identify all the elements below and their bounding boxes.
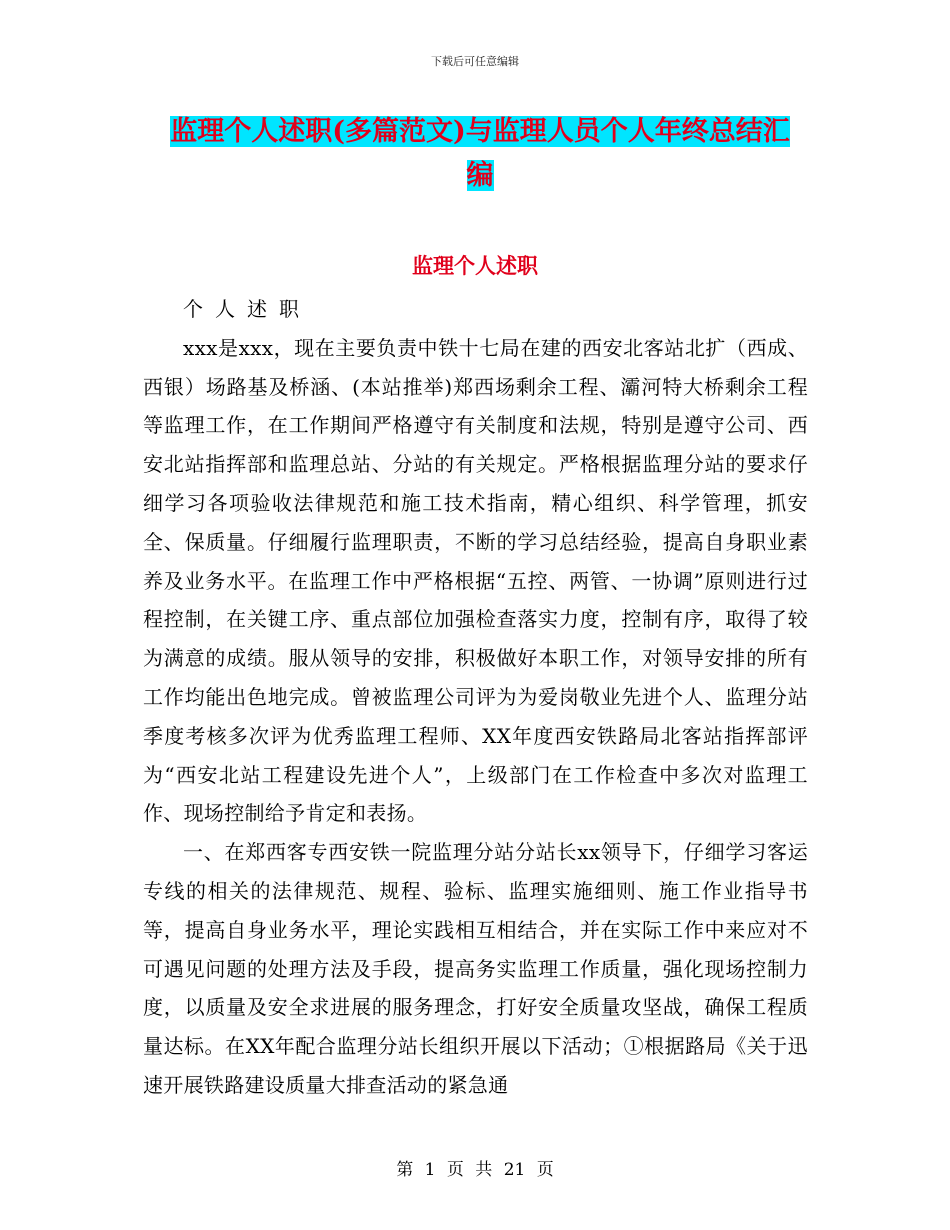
paragraph: 一、在郑西客专西安铁一院监理分站分站长xx领导下，仔细学习客运专线的相关的法律规范、规程、验标、监理实施细则、施工作业指导书等，提高自身业务水平，理论实践相互相结合，并在实际工作中来应对不可遇见问题的处理方法及手段，提高务实监理工作质量，强化现场控制力度，以质量及安全求进展的服务理念，打好安全质量攻坚战，确保工程质量达标。在XX年配合监理分站长组织开展以下活动；①根据路局《关于迅速开展铁路建设质量大排查活动的紧急通	[143, 840, 808, 1097]
document-title	[140, 110, 820, 198]
title-line-1: 监理个人述职(多篇范文)与监理人员个人年终总结汇	[170, 116, 790, 147]
section-heading: 监理个人述职	[412, 253, 538, 278]
document-body	[143, 290, 808, 1105]
title-line-2: 编	[466, 160, 494, 191]
paragraph: xxx是xxx，现在主要负责中铁十七局在建的西安北客站北扩（西成、西银）场路基及桥涵、(本站推举)郑西场剩余工程、灞河特大桥剩余工程等监理工作，在工作期间严格遵守有关制度和法规，特别是遵守公司、西安北站指挥部和监理总站、分站的有关规定。严格根据监理分站的要求仔细学习各项验收法律规范和施工技术指南，精心组织、科学管理，抓安全、保质量。仔细履行监理职责，不断的学习总结经验，提高自身职业素养及业务水平。在监理工作中严格根据“五控、两管、一协调”原则进行过程控制，在关键工序、重点部位加强检查落实力度，控制有序，取得了较为满意的成绩。服从领导的安排，积极做好本职工作，对领导安排的所有工作均能出色地完成。曾被监理公司评为为爱岗敬业先进个人、监理分站季度考核多次评为优秀监理工程师、XX年度西安铁路局北客站指挥部评为“西安北站工程建设先进个人”，上级部门在工作检查中多次对监理工作、现场控制给予肯定和表扬。	[143, 335, 808, 826]
page-number-footer: 第 1 页 共 21 页	[396, 1160, 554, 1180]
page-header-note: 下载后可任意编辑	[431, 55, 519, 68]
subheading: 个人述职	[183, 297, 311, 321]
